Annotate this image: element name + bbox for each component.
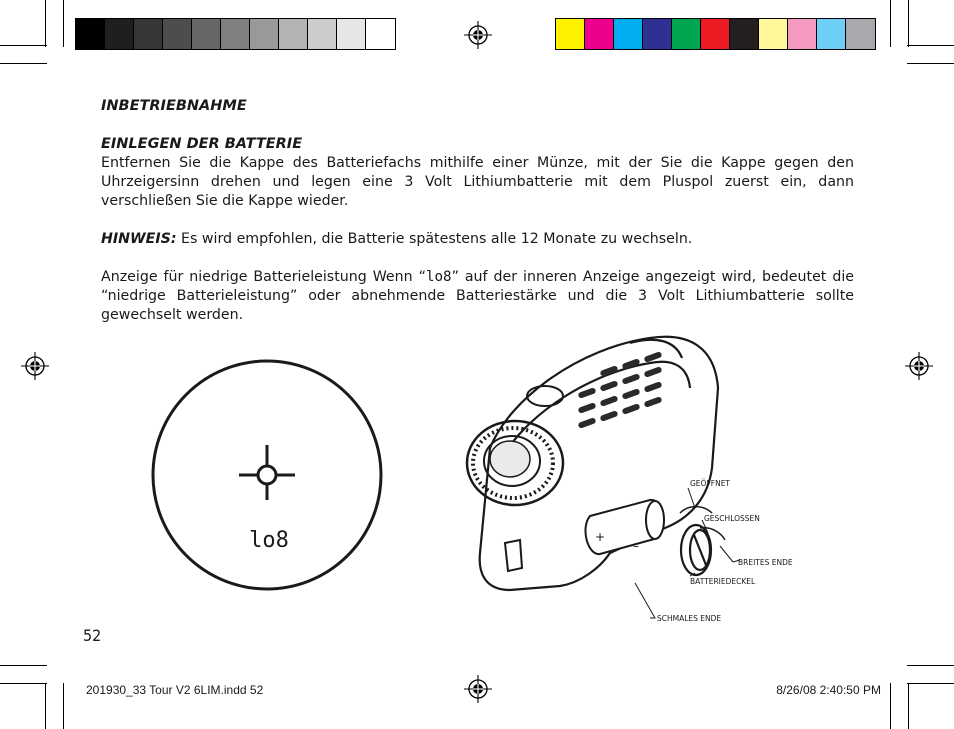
color-swatch	[192, 19, 221, 49]
process-color-bar	[555, 18, 876, 50]
color-swatch	[730, 19, 759, 49]
manual-text-body	[101, 97, 854, 325]
low-battery-symbol: lo8	[425, 269, 452, 285]
color-swatch	[701, 19, 730, 49]
viewfinder-display	[148, 355, 384, 595]
label-open: GEÖFFNET	[690, 479, 731, 488]
registration-mark-icon	[464, 21, 492, 49]
battery-plus-sign: +	[595, 530, 606, 544]
registration-mark-icon	[905, 352, 933, 380]
rangefinder-battery-diagram	[450, 328, 796, 628]
color-swatch	[643, 19, 672, 49]
section-title: INBETRIEBNAHME	[101, 98, 247, 114]
label-narrow-end: SCHMALES ENDE	[657, 614, 722, 623]
slug-timestamp: 8/26/08 2:40:50 PM	[776, 683, 881, 697]
crosshair-icon	[239, 445, 295, 500]
color-swatch	[250, 19, 279, 49]
battery-minus-sign: –	[633, 539, 639, 553]
note-text: Es wird empfohlen, die Batterie spätestens alle 12 Monate zu wechseln.	[176, 231, 693, 247]
color-swatch	[759, 19, 788, 49]
fire-button	[527, 386, 563, 406]
low-battery-text-pre: Anzeige für niedrige Batterieleistung Wenn “	[101, 269, 426, 285]
eyepiece	[467, 421, 563, 505]
slug-filename: 201930_33 Tour V2 6LIM.indd 52	[86, 683, 264, 697]
low-battery-paragraph	[101, 268, 854, 325]
registration-mark-icon	[21, 352, 49, 380]
battery-instructions: Entfernen Sie die Kappe des Batteriefachs mithilfe einer Münze, mit der Sie die Kappe gegen den Uhrzeigersinn drehen und legen eine 3 Volt Lithiumbatterie mit dem Pluspol zuerst ein, dann verschließen Sie die Kappe wieder.	[101, 155, 854, 209]
color-swatch	[788, 19, 817, 49]
color-swatch	[672, 19, 701, 49]
color-swatch	[556, 19, 585, 49]
color-swatch	[308, 19, 337, 49]
label-closed: GESCHLOSSEN	[704, 514, 760, 523]
grayscale-color-bar	[75, 18, 396, 50]
strap-loop	[505, 540, 522, 571]
note-paragraph	[101, 230, 854, 249]
color-swatch	[337, 19, 366, 49]
label-battery-cover: BATTERIEDECKEL	[690, 577, 756, 586]
battery-cover-icon	[681, 525, 711, 575]
note-label: HINWEIS:	[101, 231, 177, 247]
color-swatch	[134, 19, 163, 49]
label-wide-end: BREITES ENDE	[738, 558, 793, 567]
page-number: 52	[83, 626, 102, 645]
color-swatch	[163, 19, 192, 49]
color-swatch	[105, 19, 134, 49]
color-swatch	[585, 19, 614, 49]
registration-mark-icon	[464, 675, 492, 703]
color-swatch	[279, 19, 308, 49]
color-swatch	[614, 19, 643, 49]
color-swatch	[221, 19, 250, 49]
battery-icon	[585, 500, 664, 554]
low-battery-readout: lo8	[249, 528, 289, 553]
low-battery-text-post: ” auf der inneren Anzeige angezeigt wird, bedeutet die “niedrige Batterieleistung” oder abnehmende Batteriestärke und die 3 Volt Lithiumbatterie sollte gewechselt werden.	[101, 269, 854, 323]
subsection-title: EINLEGEN DER BATTERIE	[101, 136, 303, 152]
color-swatch	[817, 19, 846, 49]
color-swatch	[846, 19, 875, 49]
color-swatch	[76, 19, 105, 49]
color-swatch	[366, 19, 395, 49]
